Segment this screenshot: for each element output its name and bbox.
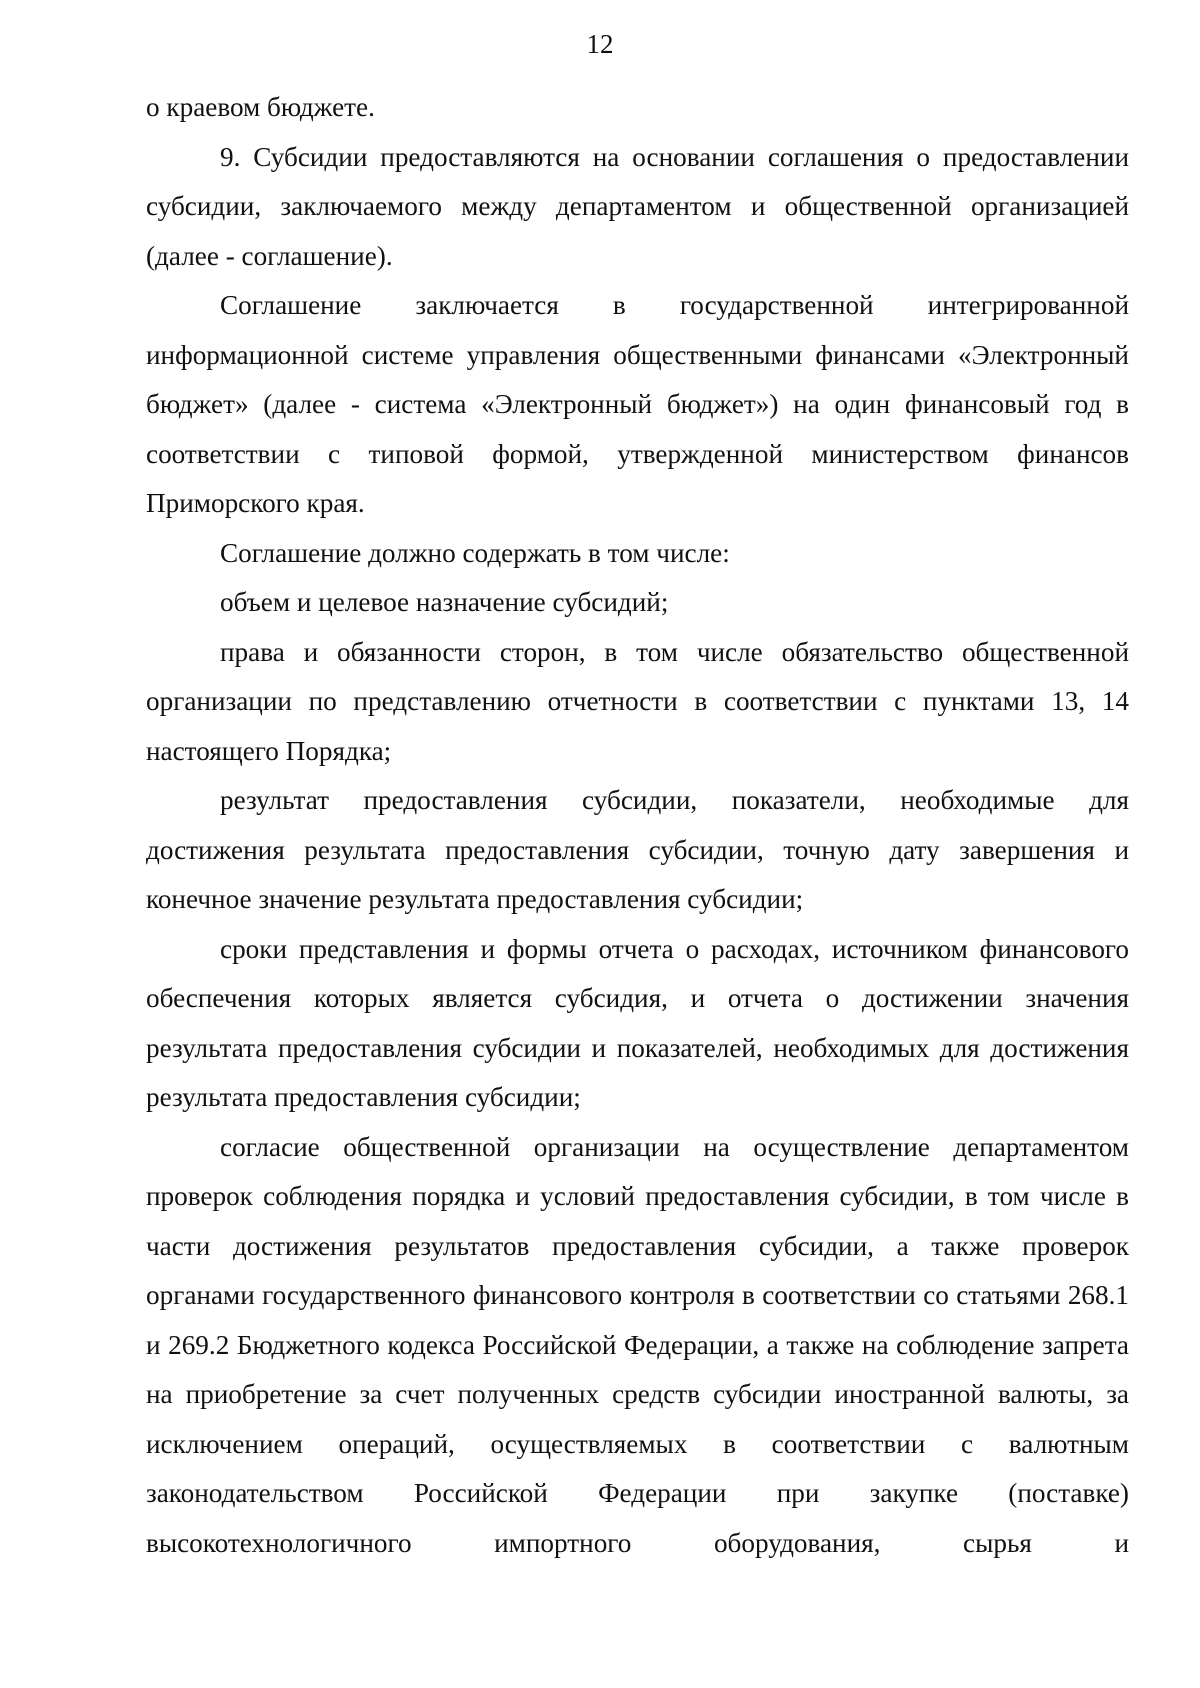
paragraph-continuation: о краевом бюджете. — [146, 92, 375, 122]
paragraph-rights-obligations: права и обязанности сторон, в том числе обязательство общественной организации по представлению отчетности в соответствии с пунктами 13, 14 настоящего Порядка; — [146, 636, 1129, 766]
paragraph-report-terms: сроки представления и формы отчета о расходах, источником финансового обеспечения которых является субсидия, и отчета о достижении значения результата предоставления субсидии и показателей, необходимых для достижения результата предоставления субсидии; — [146, 933, 1129, 1112]
paragraph-result-indicators: результат предоставления субсидии, показатели, необходимые для достижения результата предоставления субсидии, точную дату завершения и конечное значение результата предоставления субсидии; — [146, 785, 1129, 914]
paragraph-agreement-contents: Соглашение должно содержать в том числе: — [220, 537, 730, 568]
paragraph-subsidy-volume: объем и целевое назначение субсидий; — [220, 587, 669, 617]
paragraph-consent-checks: согласие общественной организации на осуществление департаментом проверок соблюдения порядка и условий предоставления субсидии, в том числе в части достижения результатов предоставления субсидии, а также проверок органами государственного финансового контроля в соответствии со статьями 268.1 и 269.2 Бюджетного кодекса Российской Федерации, а также на соблюдение запрета на приобретение за счет полученных средств субсидии иностранной валюты, за исключением операций, осуществляемых в соответствии с валютным законодательством Российской Федерации при закупке (поставке) высокотехнологичного импортного оборудования, сырья и — [146, 1131, 1129, 1558]
paragraph-agreement-system: Соглашение заключается в государственной интегрированной информационной системе управления общественными финансами «Электронный бюджет» (далее - система «Электронный бюджет») на один финансовый год в соответствии с типовой формой, утвержденной министерством финансов Приморского края. — [146, 290, 1129, 518]
paragraph-item-9: 9. Субсидии предоставляются на основании соглашения о предоставлении субсидии, заключаемого между департаментом и общественной организацией (далее - соглашение). — [146, 141, 1129, 271]
page-number: 12 — [586, 29, 614, 59]
document-body — [146, 83, 1129, 1568]
